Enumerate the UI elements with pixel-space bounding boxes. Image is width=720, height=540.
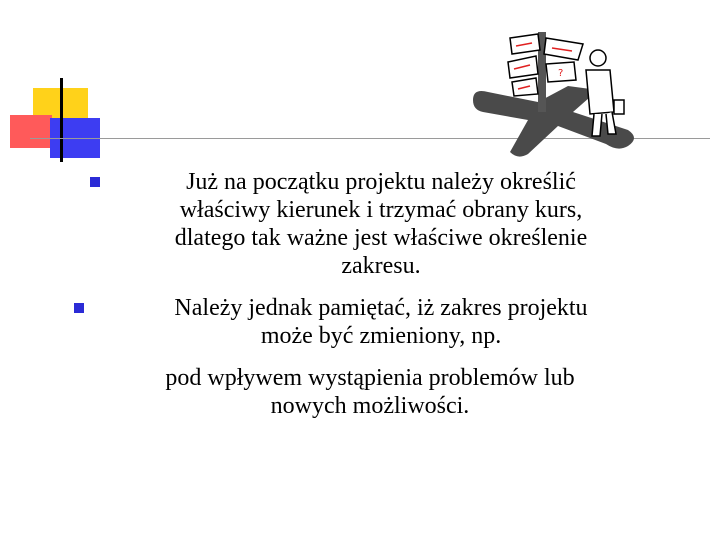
content-area	[70, 168, 670, 420]
bullet-item	[70, 168, 670, 280]
bullet-text-line: dlatego tak ważne jest właściwe określenie	[174, 225, 588, 251]
bullet-text-line: Należy jednak pamiętać, iż zakres projektu	[174, 295, 588, 321]
bullet-square-icon	[90, 177, 100, 187]
plain-paragraph	[70, 364, 670, 420]
svg-text:?: ?	[558, 68, 564, 79]
paragraph-text-line: pod wpływem wystąpienia problemów lub	[165, 365, 575, 391]
bullet-square-icon	[74, 303, 84, 313]
decor-red-square	[10, 115, 52, 148]
bullet-text-line: zakresu.	[341, 253, 421, 279]
paragraph-text-line: nowych możliwości.	[270, 393, 470, 419]
bullet-text-line: właściwy kierunek i trzymać obrany kurs,	[179, 197, 583, 223]
bullet-item	[70, 294, 670, 350]
signpost-man-clipart-icon	[468, 20, 658, 160]
bullet-text-line: Już na początku projektu należy określić	[186, 169, 576, 195]
decor-vertical-line	[60, 78, 63, 162]
bullet-text-line: może być zmieniony, np.	[260, 323, 502, 349]
